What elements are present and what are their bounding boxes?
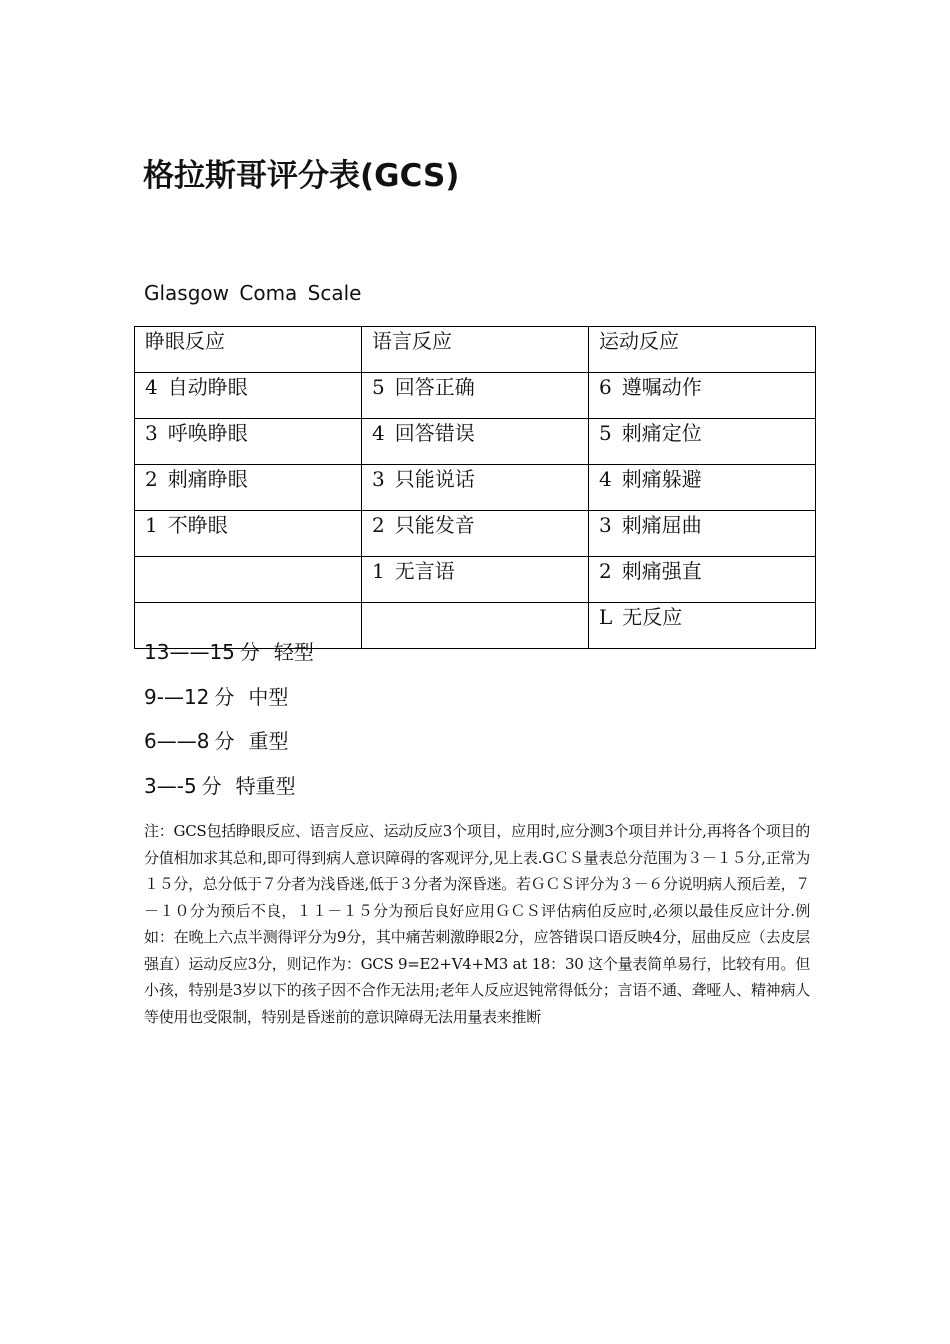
score-description: 刺痛躲避: [621, 467, 702, 491]
header-motor-response: 运动反应: [589, 327, 816, 373]
severity-range: 9-—12: [144, 684, 210, 709]
table-row: [135, 373, 816, 419]
table-cell-motor: [589, 511, 816, 557]
table-header-row: [135, 327, 816, 373]
score-value: 4: [145, 375, 158, 399]
severity-label: 重型: [248, 729, 289, 753]
severity-range: 3—-5: [144, 773, 197, 798]
severity-item: [144, 772, 314, 817]
table-row: [135, 419, 816, 465]
table-row: [135, 557, 816, 603]
score-value: 2: [145, 467, 158, 491]
score-value: L: [599, 605, 613, 629]
header-eye-response: 睁眼反应: [135, 327, 362, 373]
severity-label: 轻型: [273, 640, 314, 664]
score-value: 6: [599, 375, 612, 399]
table-cell-motor: [589, 557, 816, 603]
severity-label: 特重型: [235, 773, 296, 798]
severity-unit: 分: [239, 640, 260, 664]
table-cell-verbal: [362, 465, 589, 511]
score-description: 自动睁眼: [167, 375, 248, 399]
table-cell-eye: [135, 465, 362, 511]
score-value: 3: [599, 513, 612, 537]
score-description: 刺痛屈曲: [621, 513, 702, 537]
gcs-table: [134, 326, 816, 649]
severity-item: [144, 683, 314, 728]
table-cell-verbal: [362, 603, 589, 649]
score-description: 呼唤睁眼: [167, 421, 248, 445]
score-description: 不睁眼: [167, 513, 228, 537]
table-cell-verbal: [362, 557, 589, 603]
scale-subtitle: Glasgow Coma Scale: [144, 281, 362, 305]
score-value: 1: [145, 513, 158, 537]
score-value: 5: [372, 375, 385, 399]
score-description: 回答错误: [394, 421, 475, 445]
score-description: 无反应: [622, 605, 683, 629]
score-value: 3: [372, 467, 385, 491]
table-cell-verbal: [362, 373, 589, 419]
document-title: 格拉斯哥评分表(GCS): [143, 158, 460, 194]
severity-unit: 分: [214, 729, 235, 753]
table-row: [135, 511, 816, 557]
severity-item: [144, 638, 314, 683]
table-cell-motor: [589, 603, 816, 649]
severity-unit: 分: [201, 773, 222, 798]
explanatory-note: 注：GCS包括睁眼反应、语言反应、运动反应3个项目，应用时,应分测3个项目并计分,再将各个项目的分值相加求其总和,即可得到病人意识障碍的客观评分,见上表.GＣＳ量表总分范围为３－１５分,正常为１５分，总分低于７分者为浅昏迷,低于３分者为深昏迷。若ＧＣＳ评分为３－６分说明病人预后差，７－１０分为预后不良，１１－１５分为预后良好应用ＧＣＳ评估病伯反应时,必须以最佳反应计分.例如：在晚上六点半测得评分为9分，其中痛苦刺激睁眼2分，应答错误口语反映4分，屈曲反应（去皮层强直）运动反应3分，则记作为：GCS 9=E2+V4+M3 at 18：30 这个量表简单易行，比较有用。但小孩，特别是3岁以下的孩子因不合作无法用;老年人反应迟钝常得低分；言语不通、聋哑人、精神病人等使用也受限制，特别是昏迷前的意识障碍无法用量表来推断: [144, 822, 810, 1026]
score-value: 5: [599, 421, 612, 445]
header-verbal-response: 语言反应: [362, 327, 589, 373]
score-value: 4: [599, 467, 612, 491]
table-cell-eye: [135, 419, 362, 465]
table-cell-motor: [589, 465, 816, 511]
table-row: [135, 465, 816, 511]
severity-range: 13——15: [144, 640, 235, 664]
severity-list: [144, 638, 314, 816]
score-description: 刺痛睁眼: [167, 467, 248, 491]
score-description: 回答正确: [394, 375, 475, 399]
score-value: 3: [145, 421, 158, 445]
score-value: 2: [372, 513, 385, 537]
score-value: 2: [599, 559, 612, 583]
severity-range: 6——8: [144, 729, 210, 753]
score-value: 1: [372, 559, 385, 583]
table-cell-verbal: [362, 419, 589, 465]
severity-label: 中型: [248, 684, 289, 709]
score-description: 刺痛定位: [621, 421, 702, 445]
severity-unit: 分: [214, 684, 235, 709]
table-cell-motor: [589, 419, 816, 465]
score-description: 只能说话: [394, 467, 475, 491]
score-description: 遵嘱动作: [621, 375, 702, 399]
score-description: 无言语: [394, 559, 455, 583]
table-cell-eye: [135, 511, 362, 557]
severity-item: [144, 727, 314, 772]
table-cell-motor: [589, 373, 816, 419]
score-value: 4: [372, 421, 385, 445]
table-cell-eye: [135, 373, 362, 419]
table-cell-verbal: [362, 511, 589, 557]
score-description: 只能发音: [394, 513, 475, 537]
score-description: 刺痛强直: [621, 559, 702, 583]
table-cell-eye: [135, 557, 362, 603]
